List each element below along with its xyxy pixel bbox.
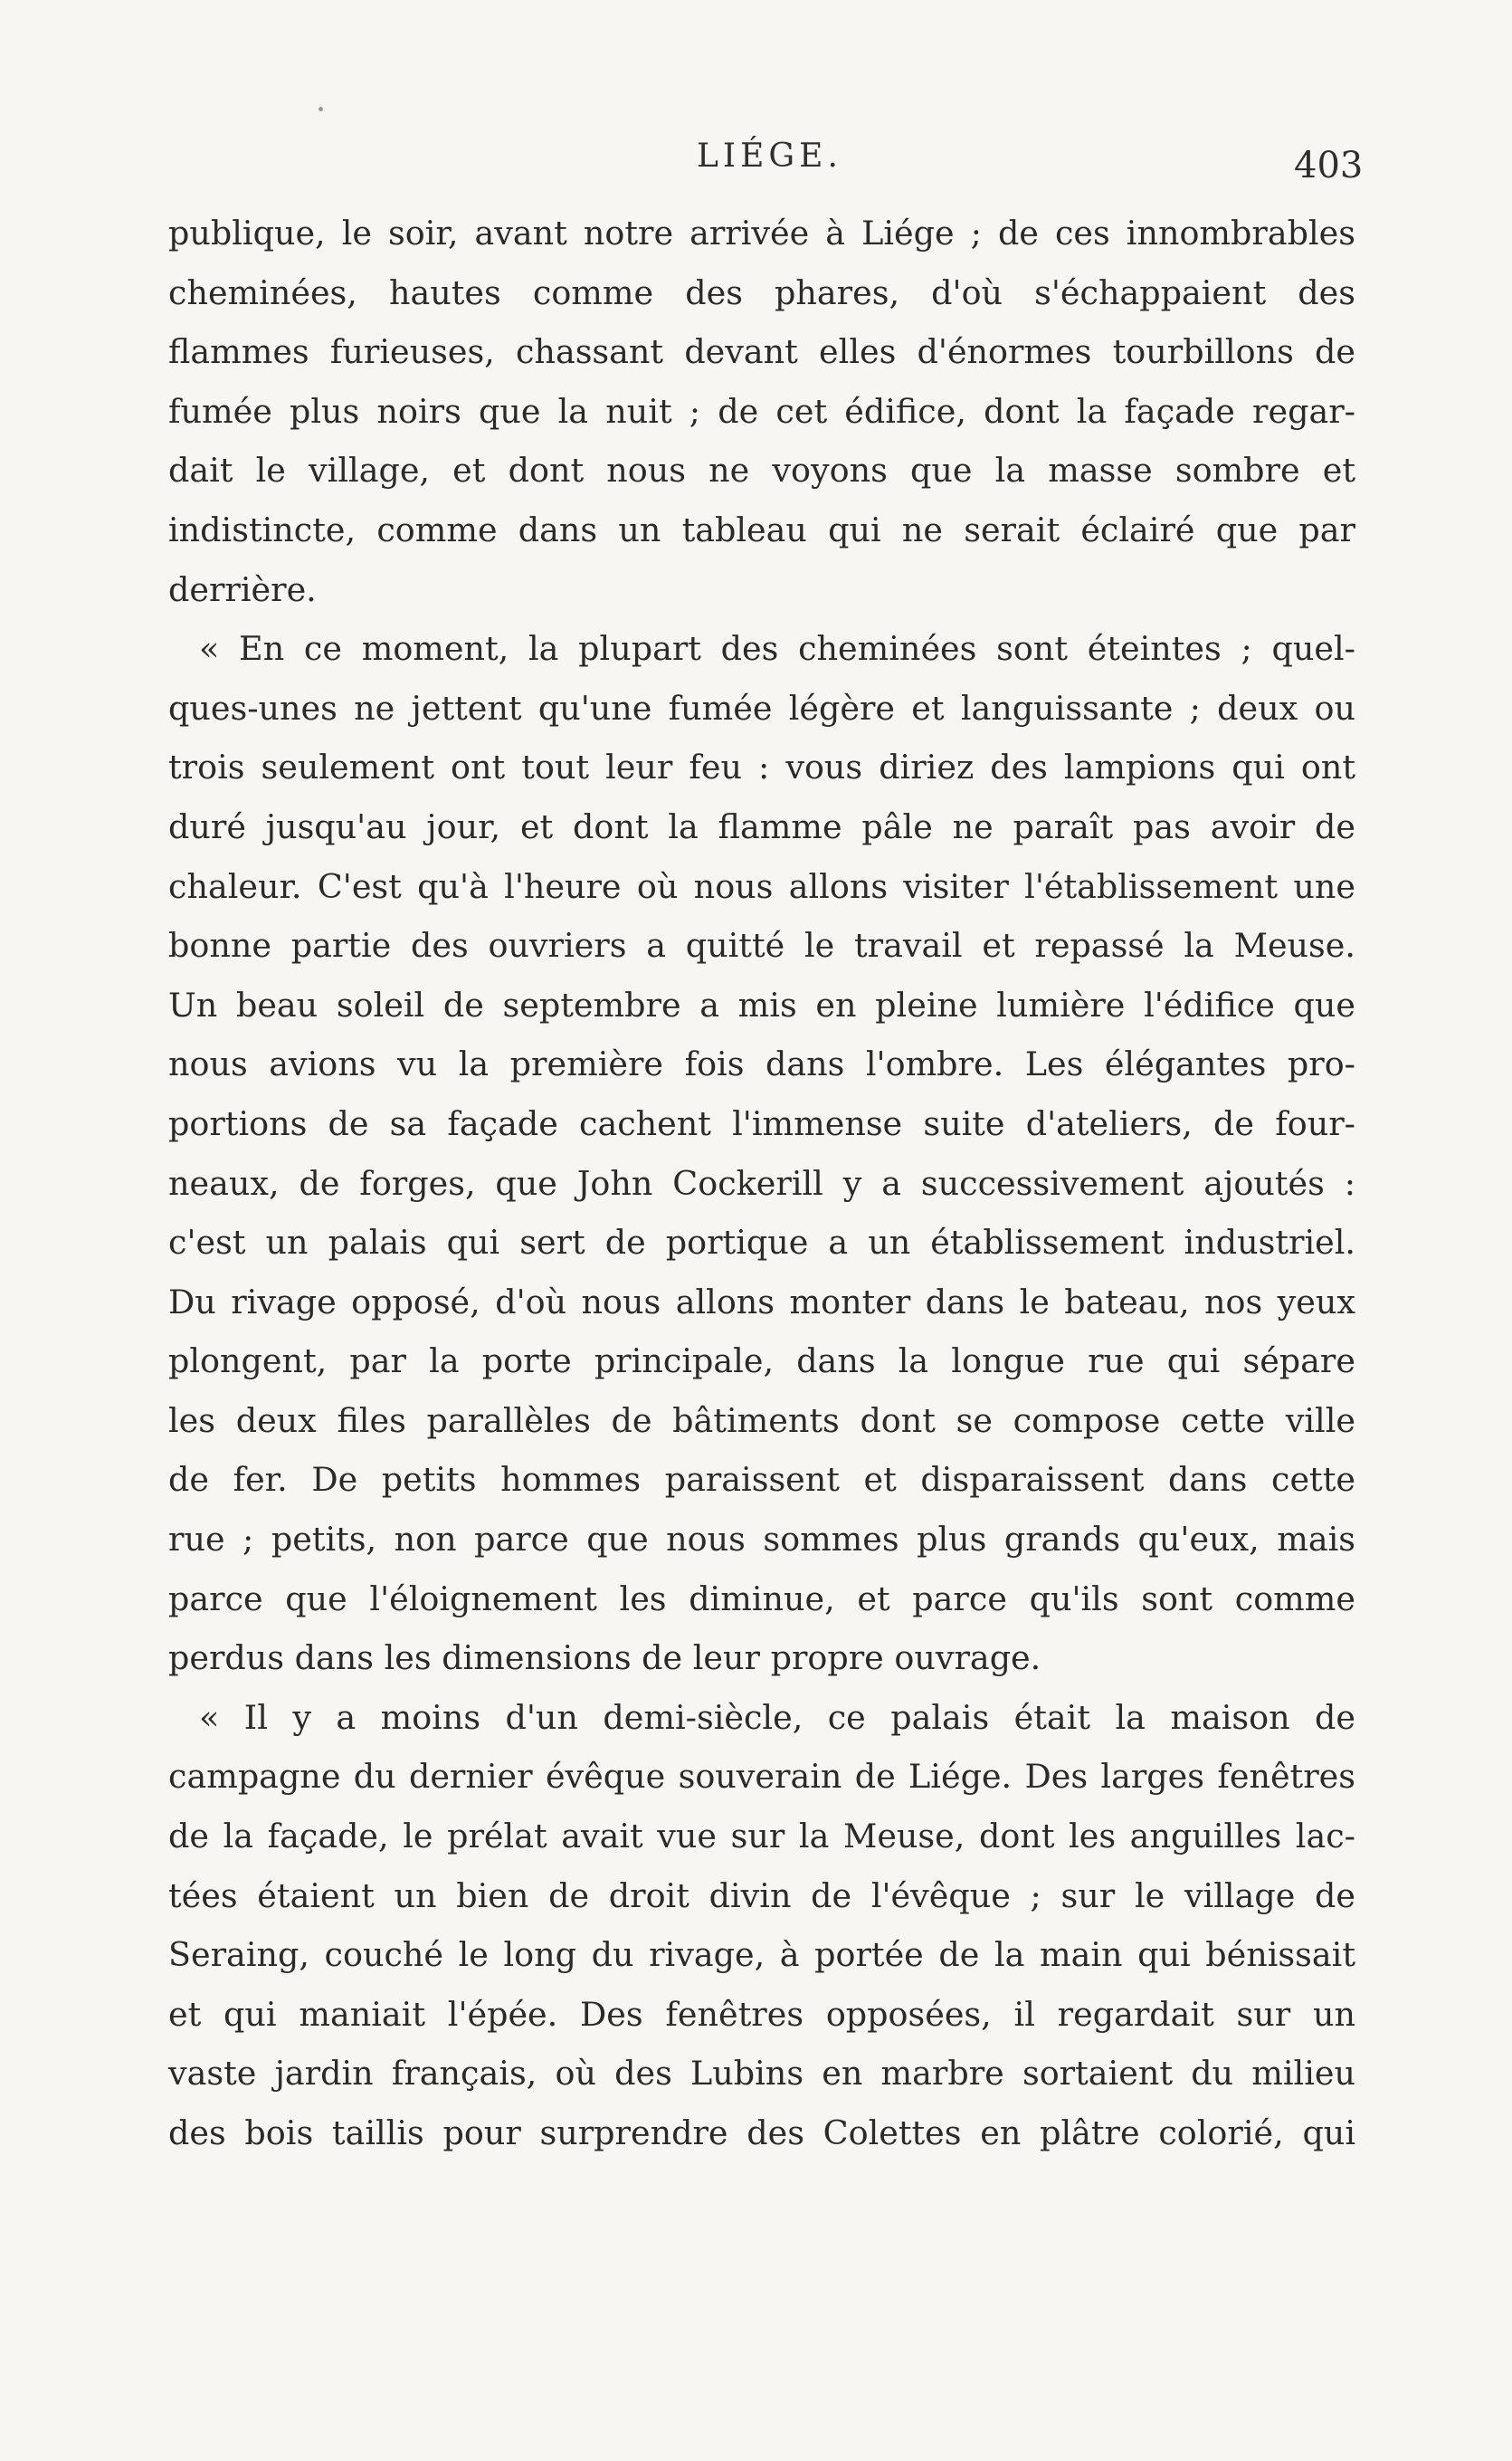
text-line: parce que l'éloignement les diminue, et parce qu'ils sont comme — [168, 1579, 1355, 1618]
text-line: ques-unes ne jettent qu'une fumée légère et languissante ; deux ou — [168, 688, 1355, 728]
text-line: neaux, de forges, que John Cockerill y a successivement ajoutés : — [168, 1163, 1355, 1203]
text-line: de fer. De petits hommes paraissent et disparaissent dans cette — [168, 1460, 1355, 1500]
text-line: portions de sa façade cachent l'immense suite d'ateliers, de four- — [168, 1103, 1355, 1143]
text-line: Seraing, couché le long du rivage, à portée de la main qui bénissait — [168, 1935, 1355, 1975]
text-line: indistincte, comme dans un tableau qui ne serait éclairé que par — [168, 510, 1355, 549]
text-line: « Il y a moins d'un demi-siècle, ce palais était la maison de — [199, 1697, 1355, 1737]
text-line: duré jusqu'au jour, et dont la flamme pâle ne paraît pas avoir de — [168, 806, 1355, 846]
text-line: chaleur. C'est qu'à l'heure où nous allons visiter l'établissement une — [168, 866, 1355, 906]
text-line: nous avions vu la première fois dans l'ombre. Les élégantes pro- — [168, 1044, 1355, 1084]
paragraph-1 — [168, 204, 1355, 619]
text-line: plongent, par la porte principale, dans la longue rue qui sépare — [168, 1341, 1355, 1381]
ink-speck — [319, 107, 323, 111]
text-line: rue ; petits, non parce que nous sommes plus grands qu'eux, mais — [168, 1520, 1355, 1560]
text-line: publique, le soir, avant notre arrivée à Liége ; de ces innombrables — [168, 214, 1355, 253]
running-head-title: LIÉGE. — [697, 138, 842, 175]
text-line: c'est un palais qui sert de portique a un établissement industriel. — [168, 1223, 1355, 1263]
paragraph-2 — [168, 619, 1355, 1688]
text-line: Du rivage opposé, d'où nous allons monter dans le bateau, nos yeux — [168, 1282, 1355, 1321]
text-line: fumée plus noirs que la nuit ; de cet édifice, dont la façade regar- — [168, 391, 1355, 431]
text-line: derrière. — [168, 569, 317, 609]
text-line: perdus dans les dimensions de leur propre ouvrage. — [168, 1638, 1041, 1678]
body-text — [168, 204, 1355, 2163]
text-line: flammes furieuses, chassant devant elles d'énormes tourbillons de — [168, 332, 1355, 372]
text-line: vaste jardin français, où des Lubins en marbre sortaient du milieu — [168, 2054, 1355, 2094]
text-line: et qui maniait l'épée. Des fenêtres opposées, il regardait sur un — [168, 1994, 1355, 2034]
text-line: les deux files parallèles de bâtiments dont se compose cette ville — [168, 1400, 1355, 1440]
text-line: Un beau soleil de septembre a mis en pleine lumière l'édifice que — [168, 985, 1355, 1025]
page-number: 403 — [1294, 145, 1364, 186]
text-line: tées étaient un bien de droit divin de l'évêque ; sur le village de — [168, 1875, 1355, 1915]
text-line: bonne partie des ouvriers a quitté le travail et repassé la Meuse. — [168, 926, 1355, 966]
text-line: dait le village, et dont nous ne voyons que la masse sombre et — [168, 451, 1355, 491]
text-line: des bois taillis pour surprendre des Colettes en plâtre colorié, qui — [168, 2113, 1355, 2152]
text-line: de la façade, le prélat avait vue sur la Meuse, dont les anguilles lac- — [168, 1817, 1355, 1856]
paragraph-3 — [168, 1688, 1355, 2163]
text-line: campagne du dernier évêque souverain de Liége. Des larges fenêtres — [168, 1757, 1355, 1797]
text-line: cheminées, hautes comme des phares, d'où s'échappaient des — [168, 272, 1355, 312]
text-line: trois seulement ont tout leur feu : vous diriez des lampions qui ont — [168, 748, 1355, 787]
text-line: « En ce moment, la plupart des cheminées sont éteintes ; quel- — [199, 629, 1355, 669]
